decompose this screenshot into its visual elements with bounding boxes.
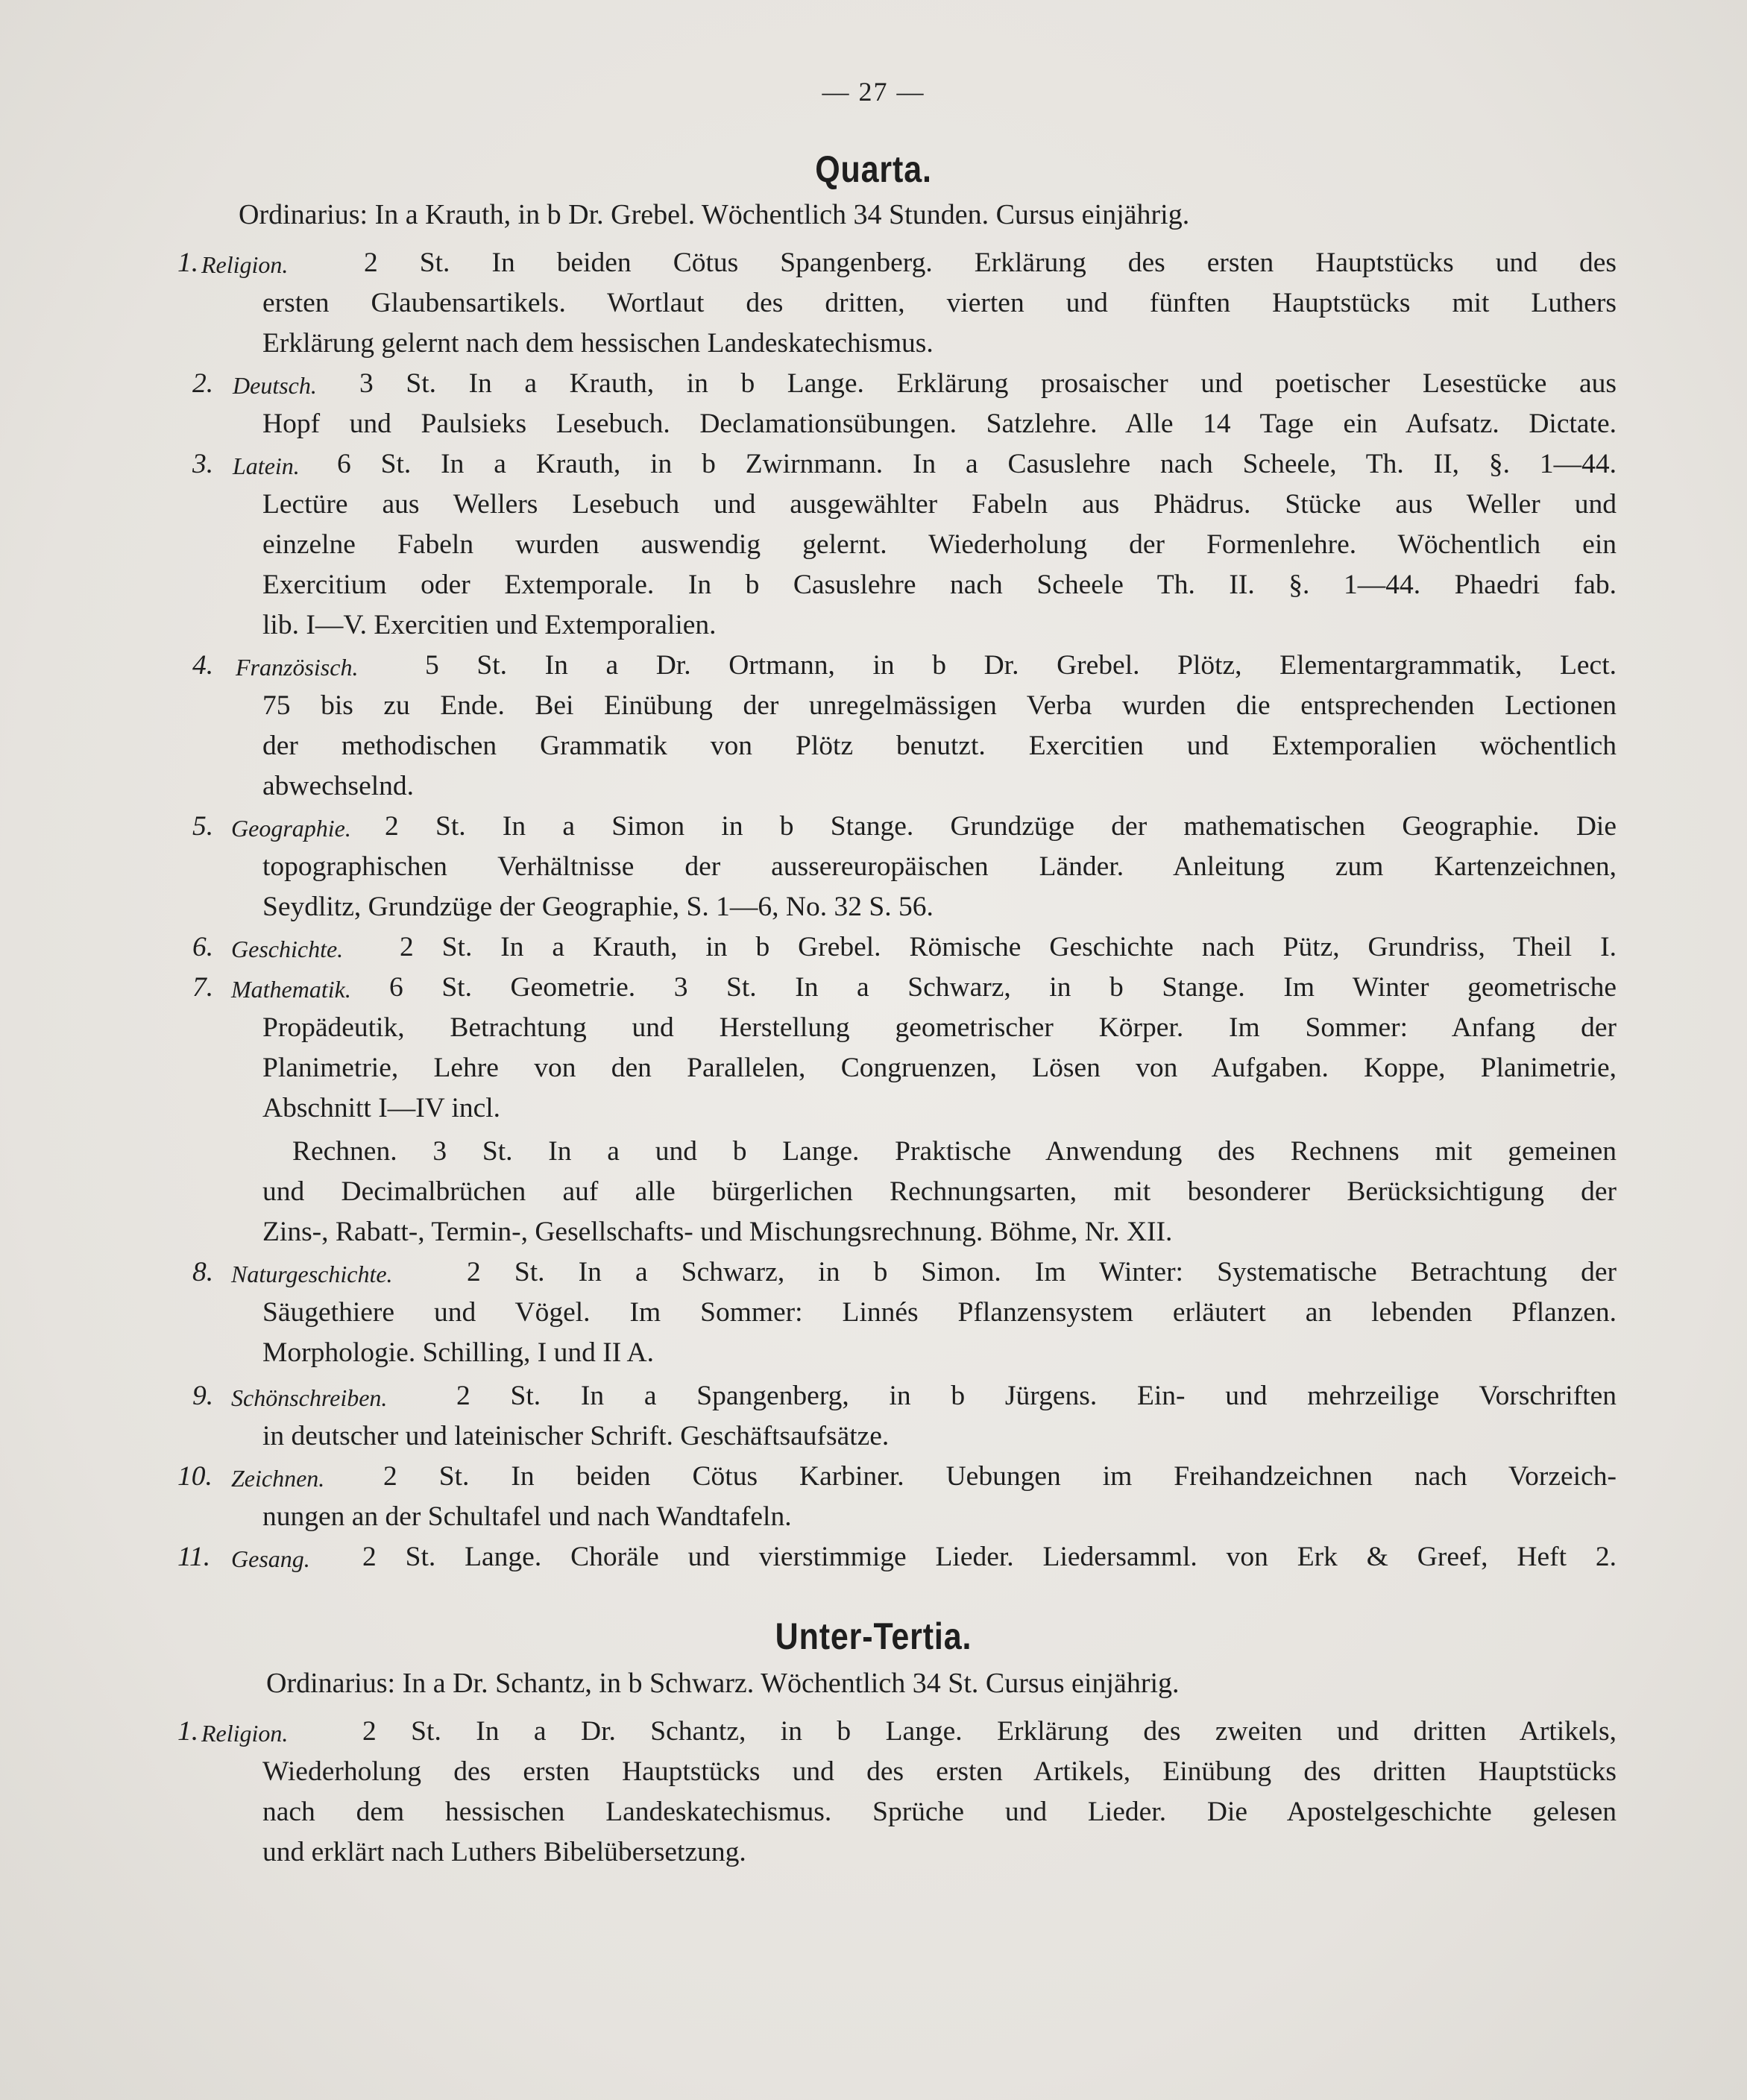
entry-text-line: 6 St. In a Krauth, in b Zwirnmann. In a Casuslehre nach Scheele, Th. II, §. 1—44. bbox=[337, 449, 1617, 479]
section-title-quarta: Quarta. bbox=[815, 148, 932, 190]
entry-text-line: 2 St. In a Dr. Schantz, in b Lange. Erklärung des zweiten und dritten Artikels, bbox=[362, 1716, 1617, 1747]
entry-text-line: ersten Glaubensartikels. Wortlaut des dritten, vierten und fünften Hauptstücks mit Luthers bbox=[262, 288, 1617, 318]
entry-text-line: 2 St. Lange. Choräle und vierstimmige Lieder. Liedersamml. von Erk & Greef, Heft 2. bbox=[362, 1542, 1617, 1572]
entry-text-line: Propädeutik, Betrachtung und Herstellung geometrischer Körper. Im Sommer: Anfang der bbox=[262, 1012, 1617, 1043]
entry-number: 9. bbox=[192, 1381, 214, 1411]
entry-subject: Religion. bbox=[201, 251, 289, 278]
entry-subject: Französisch. bbox=[236, 654, 359, 681]
entry-text-line: Morphologie. Schilling, I und II A. bbox=[262, 1337, 654, 1368]
entry-text-line: 2 St. In a Schwarz, in b Simon. Im Winter: Systematische Betrachtung der bbox=[467, 1257, 1617, 1287]
entry-subject: Geschichte. bbox=[231, 936, 344, 962]
entry-number: 1. bbox=[177, 247, 199, 278]
entry-subject: Naturgeschichte. bbox=[231, 1261, 393, 1287]
entry-text-line: 2 St. In a Spangenberg, in b Jürgens. Ein- und mehrzeilige Vorschriften bbox=[456, 1381, 1617, 1411]
entry-text-line: 6 St. Geometrie. 3 St. In a Schwarz, in b Stange. Im Winter geometrische bbox=[389, 972, 1617, 1003]
ordinarius-quarta: Ordinarius: In a Krauth, in b Dr. Grebel. Wöchentlich 34 Stunden. Cursus einjährig. bbox=[239, 199, 1190, 230]
entry-text-line: nach dem hessischen Landeskatechismus. Sprüche und Lieder. Die Apostelgeschichte gelesen bbox=[262, 1797, 1617, 1827]
entry-number: 8. bbox=[192, 1257, 214, 1287]
entry-subject: Latein. bbox=[233, 453, 300, 479]
entry-subject: Deutsch. bbox=[233, 372, 317, 399]
entry-number: 1. bbox=[177, 1716, 199, 1747]
entry-number: 11. bbox=[177, 1542, 211, 1572]
ordinarius-unter-tertia: Ordinarius: In a Dr. Schantz, in b Schwarz. Wöchentlich 34 St. Cursus einjährig. bbox=[266, 1668, 1180, 1699]
entry-text-line: Lectüre aus Wellers Lesebuch und ausgewählter Fabeln aus Phädrus. Stücke aus Weller und bbox=[262, 489, 1617, 520]
entry-subject: Zeichnen. bbox=[231, 1465, 325, 1492]
page-number: — 27 — bbox=[822, 77, 925, 107]
entry-number: 3. bbox=[192, 449, 214, 479]
entry-text-line: nungen an der Schultafel und nach Wandtafeln. bbox=[262, 1501, 792, 1532]
entry-text-line: Seydlitz, Grundzüge der Geographie, S. 1—6, No. 32 S. 56. bbox=[262, 892, 934, 922]
entry-text-line: Säugethiere und Vögel. Im Sommer: Linnés Pflanzensystem erläutert an lebenden Pflanzen. bbox=[262, 1297, 1617, 1328]
entry-text-line: Erklärung gelernt nach dem hessischen Landeskatechismus. bbox=[262, 328, 934, 359]
entry-text-line: 2 St. In a Simon in b Stange. Grundzüge der mathematischen Geographie. Die bbox=[385, 811, 1617, 842]
entry-text-line: Abschnitt I—IV incl. bbox=[262, 1093, 501, 1123]
entry-subject: Schönschreiben. bbox=[231, 1384, 388, 1411]
entry-subject: Mathematik. bbox=[231, 976, 351, 1003]
entry-number: 7. bbox=[192, 972, 214, 1003]
entry-subject: Geographie. bbox=[231, 815, 351, 842]
section-title-unter-tertia: Unter-Tertia. bbox=[775, 1615, 972, 1657]
entry-text-line: Planimetrie, Lehre von den Parallelen, Congruenzen, Lösen von Aufgaben. Koppe, Planimetrie, bbox=[262, 1053, 1617, 1083]
entry-text-line: 2 St. In beiden Cötus Spangenberg. Erklärung des ersten Hauptstücks und des bbox=[364, 247, 1617, 278]
entry-subject: Religion. bbox=[201, 1720, 289, 1747]
entry-text-line: Rechnen. 3 St. In a und b Lange. Praktische Anwendung des Rechnens mit gemeinen bbox=[292, 1136, 1617, 1167]
entry-text-line: Exercitium oder Extemporale. In b Casuslehre nach Scheele Th. II. §. 1—44. Phaedri fab. bbox=[262, 570, 1617, 600]
entry-number: 10. bbox=[177, 1461, 213, 1492]
entry-text-line: Wiederholung des ersten Hauptstücks und des ersten Artikels, Einübung des dritten Hauptstücks bbox=[262, 1756, 1617, 1787]
entry-text-line: und erklärt nach Luthers Bibelübersetzung. bbox=[262, 1837, 746, 1867]
entry-text-line: der methodischen Grammatik von Plötz benutzt. Exercitien und Extemporalien wöchentlich bbox=[262, 731, 1617, 761]
entry-text-line: 5 St. In a Dr. Ortmann, in b Dr. Grebel. Plötz, Elementargrammatik, Lect. bbox=[425, 650, 1617, 681]
entry-text-line: 2 St. In beiden Cötus Karbiner. Uebungen im Freihandzeichnen nach Vorzeich- bbox=[383, 1461, 1617, 1492]
entry-number: 6. bbox=[192, 932, 214, 962]
entry-text-line: Zins-, Rabatt-, Termin-, Gesellschafts- und Mischungsrechnung. Böhme, Nr. XII. bbox=[262, 1217, 1173, 1247]
entry-text-line: lib. I—V. Exercitien und Extemporalien. bbox=[262, 610, 717, 640]
entry-text-line: in deutscher und lateinischer Schrift. Geschäftsaufsätze. bbox=[262, 1421, 890, 1451]
entry-text-line: topographischen Verhältnisse der aussereuropäischen Länder. Anleitung zum Kartenzeichnen, bbox=[262, 851, 1617, 882]
entry-number: 4. bbox=[192, 650, 214, 681]
entry-text-line: Hopf und Paulsieks Lesebuch. Declamationsübungen. Satzlehre. Alle 14 Tage ein Aufsatz. Dictate. bbox=[262, 409, 1617, 439]
entry-text-line: 3 St. In a Krauth, in b Lange. Erklärung prosaischer und poetischer Lesestücke aus bbox=[359, 368, 1617, 399]
entry-number: 2. bbox=[192, 368, 214, 399]
entry-number: 5. bbox=[192, 811, 214, 842]
entry-text-line: abwechselnd. bbox=[262, 771, 415, 801]
entry-subject: Gesang. bbox=[231, 1545, 310, 1572]
entry-text-line: 75 bis zu Ende. Bei Einübung der unregelmässigen Verba wurden die entsprechenden Lectionen bbox=[262, 690, 1617, 721]
entry-text-line: einzelne Fabeln wurden auswendig gelernt. Wiederholung der Formenlehre. Wöchentlich ein bbox=[262, 529, 1617, 560]
entry-text-line: und Decimalbrüchen auf alle bürgerlichen Rechnungsarten, mit besonderer Berücksichtigung der bbox=[262, 1176, 1617, 1207]
entry-text-line: 2 St. In a Krauth, in b Grebel. Römische Geschichte nach Pütz, Grundriss, Theil I. bbox=[400, 932, 1617, 962]
